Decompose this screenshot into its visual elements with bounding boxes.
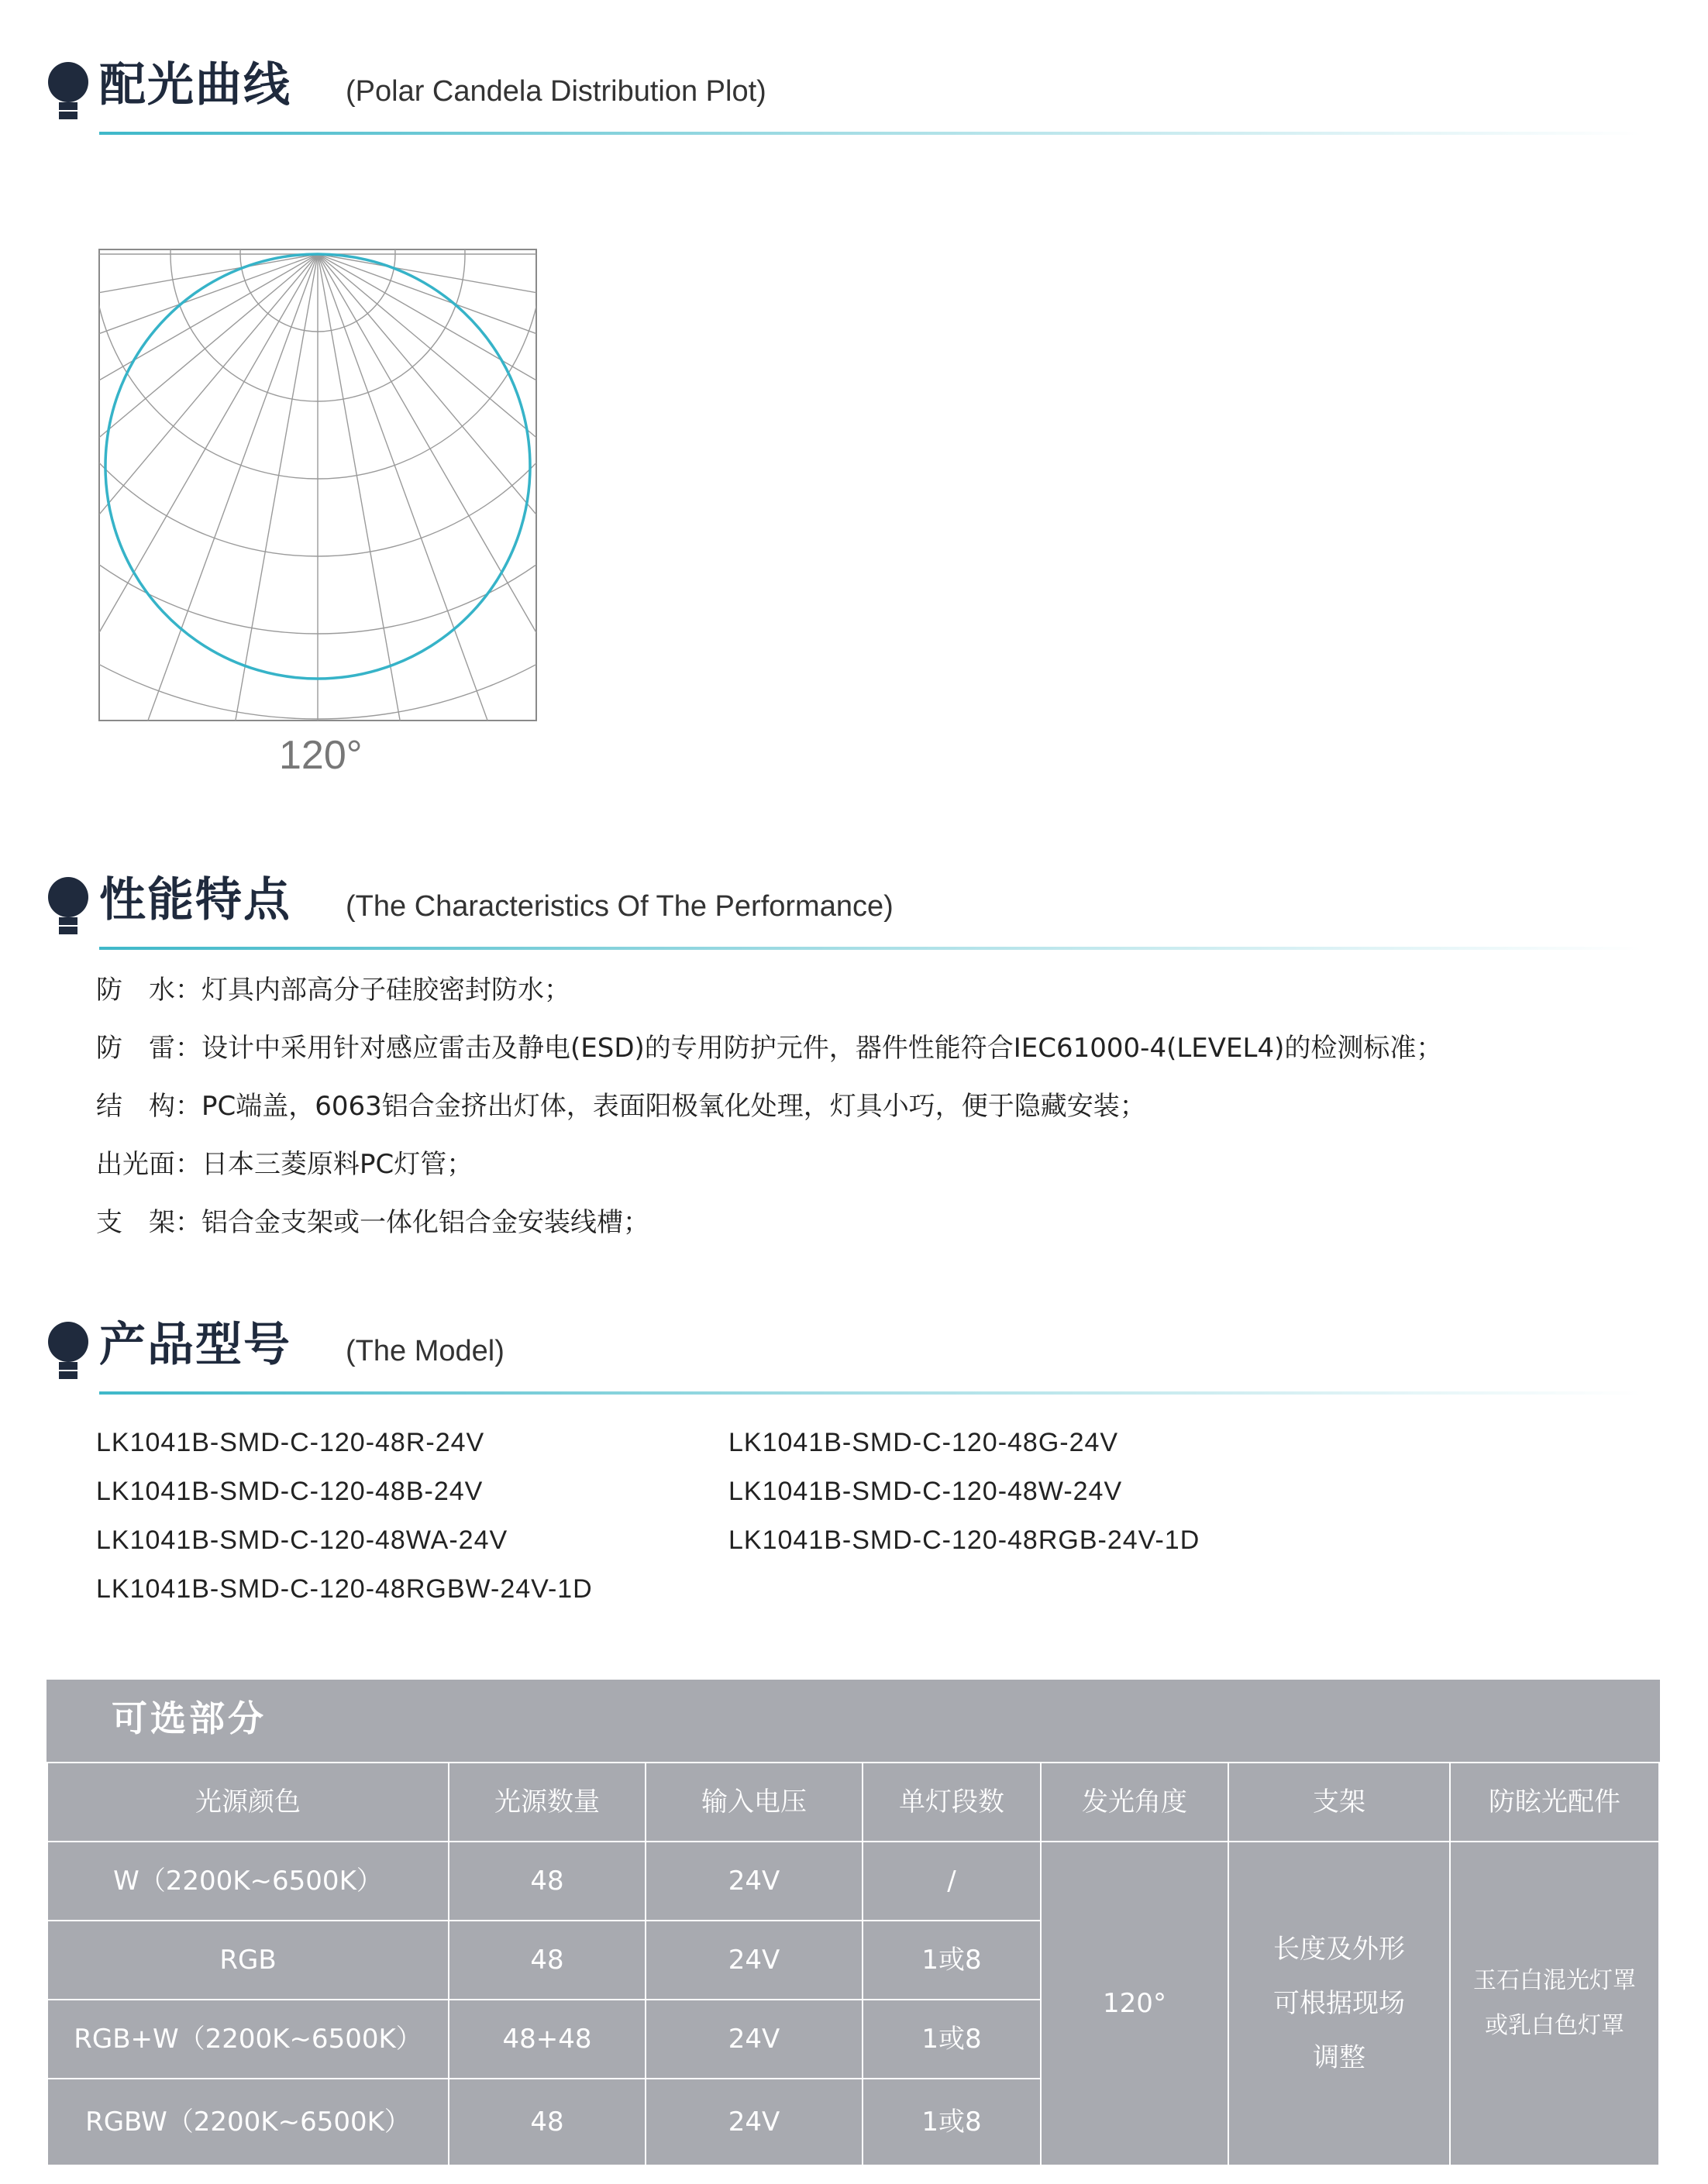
performance-list (96, 967, 1442, 1257)
table-cell: 24V (645, 1841, 863, 1921)
table-cell: 24V (645, 2078, 863, 2166)
section-divider (99, 947, 1641, 950)
model-item: LK1041B-SMD-C-120-48RGBW-24V-1D (96, 1574, 593, 1604)
table-cell-bracket (1228, 1841, 1451, 2166)
performance-text: 铝合金支架或一体化铝合金安装线槽； (201, 1207, 649, 1238)
polar-angle-label: 120° (279, 733, 363, 778)
performance-text: PC端盖，6063铝合金挤出灯体，表面阳极氧化处理，灯具小巧，便于隐藏安装； (201, 1091, 1146, 1122)
table-header-cell: 发光角度 (1040, 1762, 1229, 1842)
performance-key: 防 水： (96, 975, 201, 1006)
table-cell: / (862, 1841, 1042, 1921)
light-curve-header (43, 54, 1640, 139)
table-cell: 48 (448, 2078, 646, 2166)
performance-item (96, 1083, 1442, 1141)
table-cell: RGB+W（2200K~6500K） (46, 1999, 449, 2079)
model-item: LK1041B-SMD-C-120-48B-24V (96, 1477, 484, 1506)
table-cell: 48 (448, 1920, 646, 2000)
table-header-cell: 防眩光配件 (1449, 1762, 1660, 1842)
performance-key: 防 雷： (96, 1033, 201, 1064)
table-header-cell: 输入电压 (645, 1762, 863, 1842)
model-list-right (728, 1419, 1200, 1566)
table-header-cell: 光源数量 (448, 1762, 646, 1842)
table-cell: 48 (448, 1841, 646, 1921)
performance-key: 结 构： (96, 1091, 201, 1122)
bulb-icon (46, 875, 90, 937)
performance-key: 出光面： (96, 1149, 201, 1180)
bracket-line: 可根据现场 (1273, 1988, 1405, 2019)
table-cell: 1或8 (862, 2078, 1042, 2166)
performance-item (96, 967, 1442, 1025)
section-title-zh: 产品型号 (99, 1318, 291, 1372)
model-header (43, 1314, 1640, 1399)
options-table (46, 1680, 1660, 2166)
table-cell: RGB (46, 1920, 449, 2000)
bulb-icon (46, 1320, 90, 1382)
bracket-line: 调整 (1313, 2042, 1365, 2073)
performance-text: 灯具内部高分子硅胶密封防水； (201, 975, 570, 1006)
model-item: LK1041B-SMD-C-120-48RGB-24V-1D (728, 1525, 1200, 1555)
table-header-cell: 光源颜色 (46, 1762, 449, 1842)
table-cell: 48+48 (448, 1999, 646, 2079)
accessory-line: 或乳白色灯罩 (1485, 2012, 1624, 2039)
performance-key: 支 架： (96, 1207, 201, 1238)
table-cell: 24V (645, 1999, 863, 2079)
section-title-zh: 性能特点 (99, 873, 291, 927)
bulb-icon (46, 60, 90, 122)
section-divider (99, 132, 1641, 135)
options-table-title: 可选部分 (112, 1697, 267, 1739)
bracket-line: 长度及外形 (1273, 1934, 1405, 1965)
table-cell-accessory (1449, 1841, 1660, 2166)
performance-item (96, 1141, 1442, 1199)
polar-plot (98, 248, 538, 722)
table-header-cell: 单灯段数 (862, 1762, 1042, 1842)
model-item: LK1041B-SMD-C-120-48WA-24V (96, 1525, 508, 1555)
table-cell: RGBW（2200K~6500K） (46, 2078, 449, 2166)
performance-item (96, 1199, 1442, 1257)
section-title-en: (The Characteristics Of The Performance) (346, 890, 894, 923)
section-title-zh: 配光曲线 (99, 58, 291, 112)
model-item: LK1041B-SMD-C-120-48G-24V (728, 1428, 1119, 1457)
table-header-cell: 支架 (1228, 1762, 1451, 1842)
model-item: LK1041B-SMD-C-120-48W-24V (728, 1477, 1123, 1506)
section-title-en: (Polar Candela Distribution Plot) (346, 75, 766, 108)
table-cell: 24V (645, 1920, 863, 2000)
table-cell: 1或8 (862, 1999, 1042, 2079)
performance-item (96, 1025, 1442, 1083)
section-title-en: (The Model) (346, 1335, 504, 1367)
section-divider (99, 1391, 1641, 1395)
table-cell: 1或8 (862, 1920, 1042, 2000)
model-item: LK1041B-SMD-C-120-48R-24V (96, 1428, 485, 1457)
accessory-line: 玉石白混光灯罩 (1473, 1967, 1636, 1994)
model-list-left (96, 1419, 593, 1615)
performance-header (43, 869, 1640, 954)
table-cell: W（2200K~6500K） (46, 1841, 449, 1921)
performance-text: 日本三菱原料PC灯管； (201, 1149, 473, 1180)
performance-text: 设计中采用针对感应雷击及静电(ESD)的专用防护元件，器件性能符合IEC61000-4(LEVEL4)的检测标准； (201, 1033, 1443, 1064)
table-cell-angle: 120° (1040, 1841, 1229, 2166)
